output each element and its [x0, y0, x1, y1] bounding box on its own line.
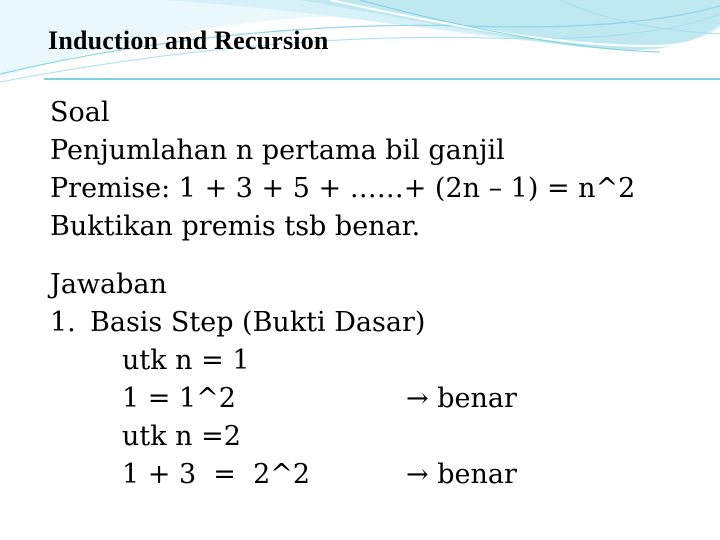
title-divider: [44, 78, 720, 80]
instruction-line: Buktikan premis tsb benar.: [50, 211, 421, 242]
case-2-equation: 1 + 3 = 2^2: [122, 459, 311, 490]
slide-body: [50, 94, 710, 494]
case-1-row: [50, 380, 710, 418]
step-1-title: Basis Step (Bukti Dasar): [90, 307, 426, 338]
case-2-label: utk n =2: [122, 421, 241, 452]
case-1-equation: 1 = 1^2: [122, 383, 236, 414]
slide-title: Induction and Recursion: [48, 26, 329, 55]
step-1: [50, 304, 710, 342]
case-1-result: → benar: [406, 383, 517, 414]
case-2-row: [50, 456, 710, 494]
case-2-result: → benar: [406, 459, 517, 490]
problem-statement: Penjumlahan n pertama bil ganjil: [50, 135, 505, 166]
premise-line: Premise: 1 + 3 + 5 + ……+ (2n – 1) = n^2: [50, 173, 636, 204]
problem-heading: Soal: [50, 97, 110, 128]
step-1-number: 1.: [50, 307, 76, 338]
answer-heading: Jawaban: [50, 269, 167, 300]
case-1-label: utk n = 1: [122, 345, 250, 376]
